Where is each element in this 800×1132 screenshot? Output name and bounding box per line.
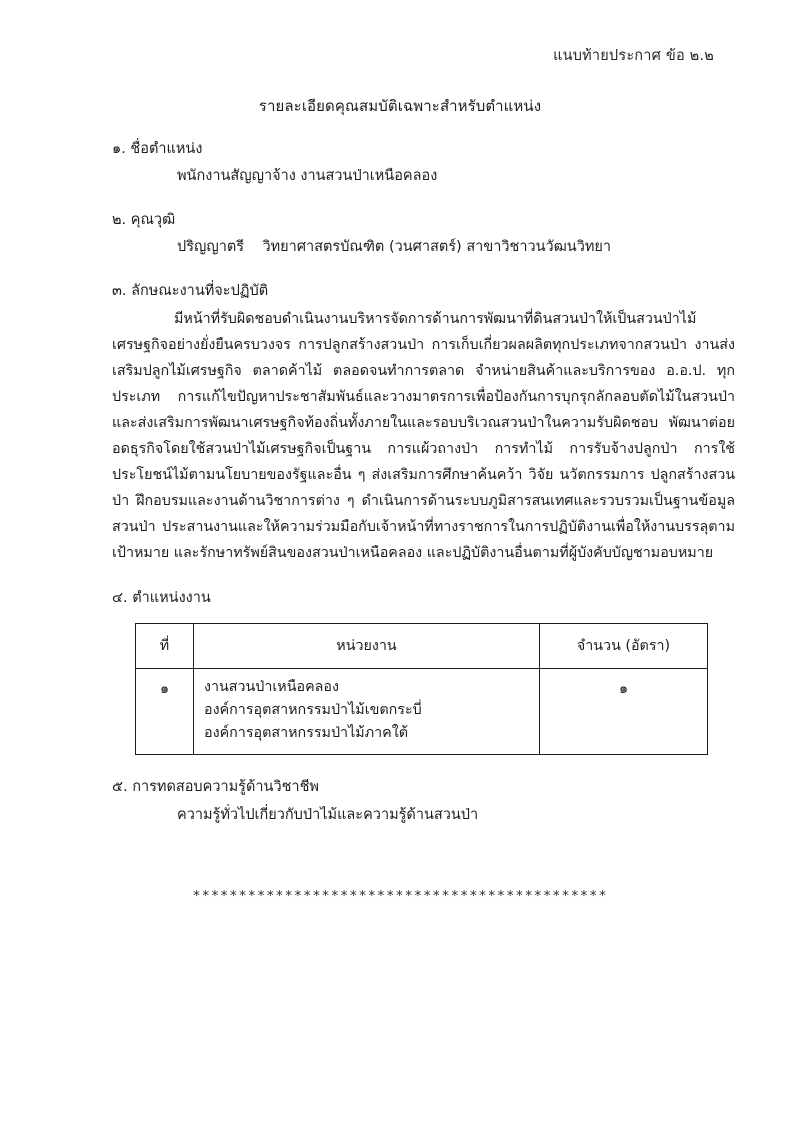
- table-row: [136, 669, 708, 755]
- column-header-unit: หน่วยงาน: [194, 624, 540, 669]
- section-knowledge-test-value: ความรู้ทั่วไปเกี่ยวกับป่าไม้และความรู้ด้านสวนป่า: [177, 806, 479, 823]
- section-qualification-value: ปริญญาตรี วิทยาศาสตรบัณฑิต (วนศาสตร์) สาขาวิชาวนวัฒนวิทยา: [177, 239, 612, 256]
- footer-separator: *********************************************: [192, 888, 608, 905]
- section-knowledge-test-heading: ๕. การทดสอบความรู้ด้านวิชาชีพ: [112, 779, 319, 796]
- column-header-no: ที่: [136, 624, 194, 669]
- cell-unit-line-1: งานสวนป่าเหนือคลอง: [204, 679, 339, 696]
- cell-unit: [194, 669, 540, 755]
- column-header-quantity: จำนวน (อัตรา): [540, 624, 708, 669]
- section-position-name: [62, 139, 738, 188]
- cell-no: ๑: [136, 669, 194, 755]
- position-table-wrapper: [62, 623, 738, 755]
- position-table: [135, 623, 708, 755]
- section-position-name-heading: ๑. ชื่อตำแหน่ง: [112, 141, 203, 158]
- section-job-description-heading: ๓. ลักษณะงานที่จะปฏิบัติ: [112, 282, 269, 299]
- section-job-description: [62, 281, 738, 566]
- cell-unit-line-2: องค์การอุตสาหกรรมป่าไม้เขตกระบี่: [204, 702, 422, 719]
- section-qualification-heading: ๒. คุณวุฒิ: [112, 212, 176, 229]
- cell-unit-line-3: องค์การอุตสาหกรรมป่าไม้ภาคใต้: [204, 725, 408, 742]
- cell-quantity: ๑: [540, 669, 708, 755]
- table-header-row: [136, 624, 708, 669]
- section-position-table: [62, 588, 738, 755]
- section-position-table-heading: ๔. ตำแหน่งงาน: [112, 590, 211, 606]
- section-position-name-value: พนักงานสัญญาจ้าง งานสวนป่าเหนือคลอง: [177, 168, 438, 185]
- attachment-note: แนบท้ายประกาศ ข้อ ๒.๒: [553, 48, 714, 64]
- section-job-description-body: มีหน้าที่รับผิดชอบดำเนินงานบริหารจัดการด้านการพัฒนาที่ดินสวนป่าให้เป็นสวนป่าไม้เศรษฐกิจอย่างยั่งยืนครบวงจร การปลูกสร้างสวนป่า การเก็บเกี่ยวผลผลิตทุกประเภทจากสวนป่า งานส่งเสริมปลูกไม้เศรษฐกิจ ตลาดค้าไม้ ตลอดจนทำการตลาด จำหน่ายสินค้าและบริการของ อ.อ.ป. ทุกประเภท การแก้ไขปัญหาประชาสัมพันธ์และวางมาตรการเพื่อป้องกันการบุกรุกลักลอบตัดไม้ในสวนป่า และส่งเสริมการพัฒนาเศรษฐกิจท้องถิ่นทั้งภายในและรอบบริเวณสวนป่าในความรับผิดชอบ พัฒนาต่อยอดธุรกิจโดยใช้สวนป่าไม้เศรษฐกิจเป็นฐาน การแผ้วถางป่า การทำไม้ การรับจ้างปลูกป่า การใช้ประโยชน์ไม้ตามนโยบายของรัฐและอื่น ๆ ส่งเสริมการศึกษาค้นคว้า วิจัย นวัตกรรมการ ปลูกสร้างสวนป่า ฝึกอบรมและงานด้านวิชาการต่าง ๆ ดำเนินการด้านระบบภูมิสารสนเทศและรวบรวมเป็นฐานข้อมูลสวนป่า ประสานงานและให้ความร่วมมือกับเจ้าหน้าที่ทางราชการในการปฏิบัติงานเพื่อให้งานบรรลุตามเป้าหมาย และรักษาทรัพย์สินของสวนป่าเหนือคลอง และปฏิบัติงานอื่นตามที่ผู้บังคับบัญชามอบหมาย: [112, 310, 735, 561]
- section-knowledge-test: [62, 777, 738, 826]
- section-qualification: [62, 210, 738, 259]
- page-title: รายละเอียดคุณสมบัติเฉพาะสำหรับตำแหน่ง: [258, 97, 542, 116]
